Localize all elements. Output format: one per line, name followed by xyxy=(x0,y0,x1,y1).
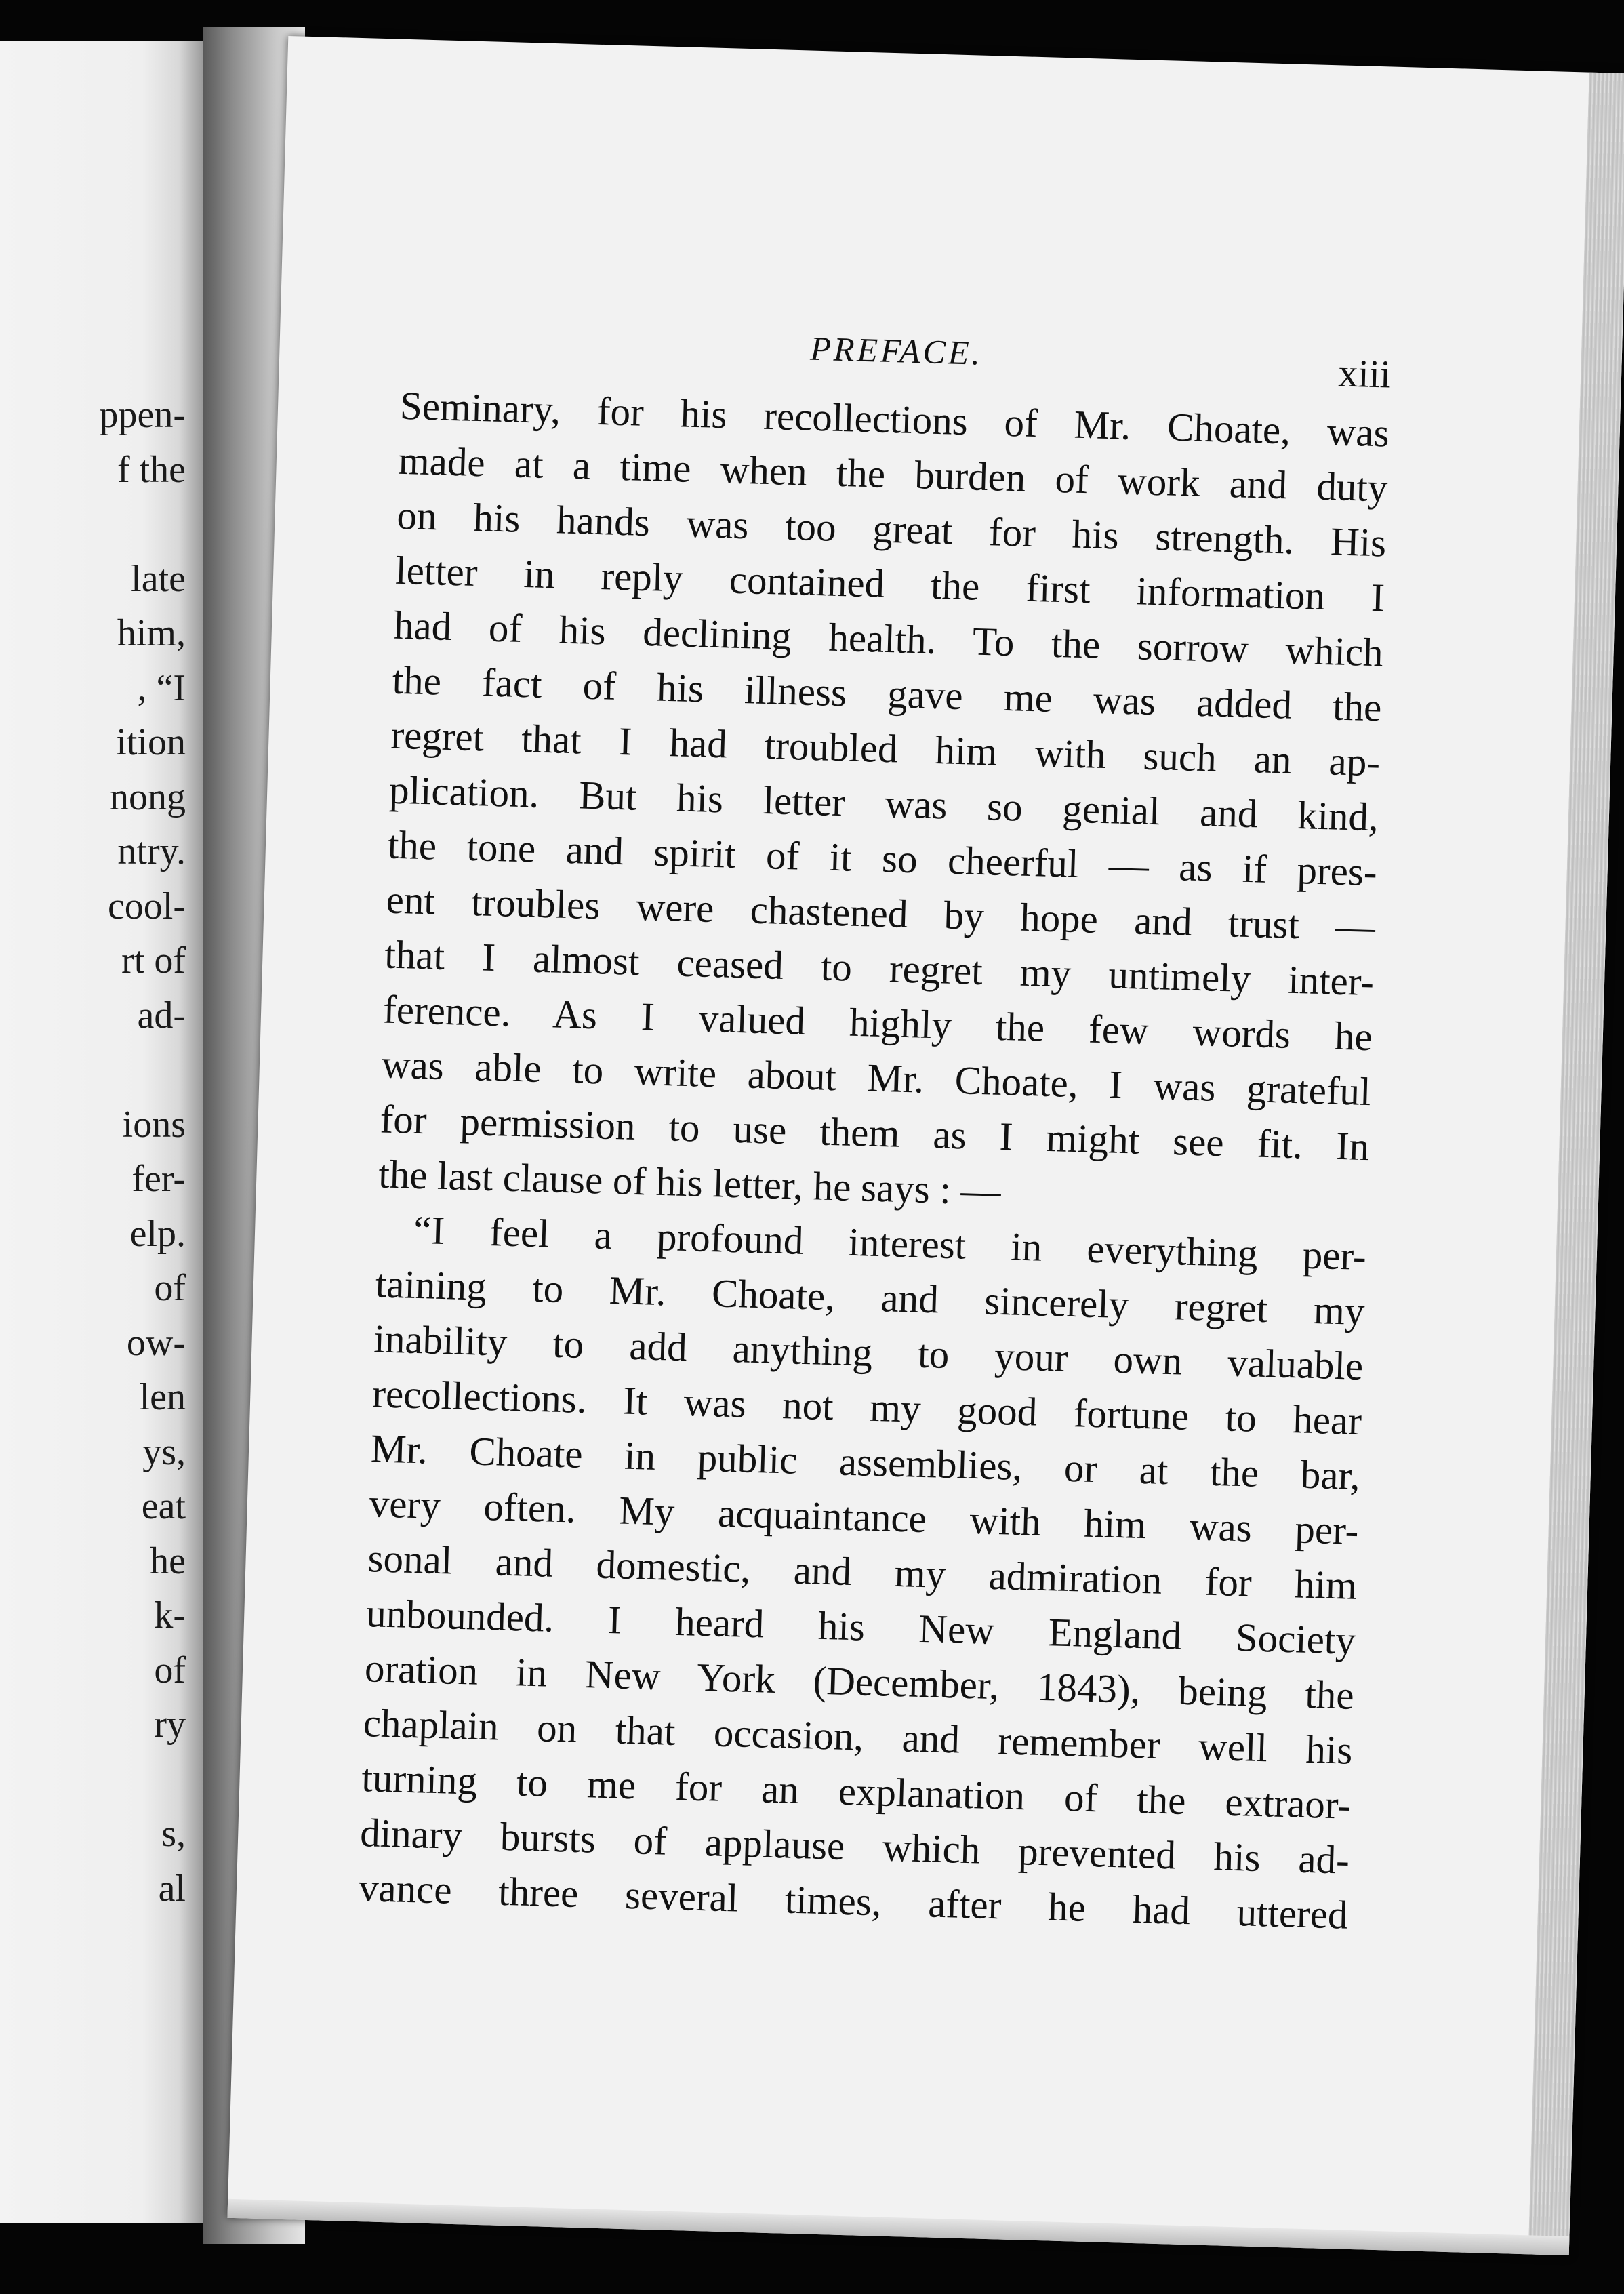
left-page-line: al xyxy=(158,1867,186,1910)
left-page-line: fer- xyxy=(131,1158,186,1200)
left-page-line: , “I xyxy=(137,666,186,709)
left-page-line: nong xyxy=(110,776,186,818)
text-line: dinary bursts of applause which prevented his ad- xyxy=(359,1809,1350,1883)
main-page xyxy=(227,36,1624,2255)
left-page-line: late xyxy=(131,557,186,600)
text-line: regret that I had troubled him with such an ap- xyxy=(390,712,1381,785)
left-page-line: s, xyxy=(161,1813,186,1855)
left-page-line: ppen- xyxy=(99,394,186,436)
text-line: the tone and spirit of it so cheerful — as if pres- xyxy=(387,822,1378,895)
text-line: was able to write about Mr. Choate, I was grateful xyxy=(381,1041,1372,1114)
text-line: inability to add anything to your own valuable xyxy=(373,1316,1364,1389)
left-page-line: ow- xyxy=(126,1321,186,1364)
left-page-line: ition xyxy=(116,721,186,763)
text-line: sonal and domestic, and my admiration for him xyxy=(367,1535,1358,1608)
text-line: ference. As I valued highly the few words he xyxy=(382,986,1373,1060)
left-page-line: of xyxy=(154,1267,186,1309)
left-page-line: k- xyxy=(154,1594,186,1636)
text-line: letter in reply contained the first information I xyxy=(394,547,1385,620)
left-page-line: f the xyxy=(117,448,186,491)
left-page-line: eat xyxy=(141,1485,186,1527)
text-line: taining to Mr. Choate, and sincerely regret my xyxy=(375,1261,1366,1334)
text-line: chaplain on that occasion, and remember well his xyxy=(362,1700,1354,1773)
text-line: recollections. It was not my good fortune to hear xyxy=(371,1371,1362,1443)
text-line: Seminary, for his recollections of Mr. Choate, was xyxy=(399,382,1390,456)
text-line: for permission to use them as I might see fit. In xyxy=(379,1096,1371,1169)
text-line: Mr. Choate in public assemblies, or at the bar, xyxy=(370,1426,1361,1498)
text-line: ent troubles were chastened by hope and trust — xyxy=(385,877,1377,950)
left-facing-page xyxy=(0,41,203,2223)
left-page-line: of xyxy=(154,1649,186,1691)
page-edge xyxy=(1528,73,1624,2255)
left-page-line: cool- xyxy=(107,885,186,927)
text-line: plication. But his letter was so genial and kind, xyxy=(388,767,1379,840)
left-page-line: ad- xyxy=(137,994,186,1037)
text-line: that I almost ceased to regret my untimely inter- xyxy=(384,931,1375,1005)
text-line: oration in New York (December, 1843), being the xyxy=(364,1645,1355,1718)
left-page-line: len xyxy=(139,1376,186,1418)
left-page-line: rt of xyxy=(121,940,186,982)
left-page-line: him, xyxy=(117,612,186,654)
page-number: xiii xyxy=(1337,350,1392,397)
text-line: “I feel a profound interest in everything per- xyxy=(413,1207,1367,1279)
text-line: on his hands was too great for his strength. His xyxy=(396,492,1387,565)
left-page-line: elp. xyxy=(129,1212,186,1255)
text-line: very often. My acquaintance with him was per- xyxy=(369,1481,1360,1553)
left-page-line: ry xyxy=(154,1704,186,1746)
text-line: unbounded. I heard his New England Society xyxy=(365,1590,1356,1663)
page-bottom-edge xyxy=(227,2199,1569,2255)
text-line: the last clause of his letter, he says : — xyxy=(378,1151,1002,1213)
left-page-line: he xyxy=(150,1540,186,1582)
left-page-line: ntry. xyxy=(117,830,186,872)
text-line: made at a time when the burden of work and duty xyxy=(398,437,1389,510)
text-line: had of his declining health. To the sorrow which xyxy=(393,602,1384,675)
text-line: the fact of his illness gave me was added the xyxy=(391,657,1383,730)
body-text xyxy=(358,378,1390,1943)
text-line: vance three several times, after he had uttered xyxy=(358,1864,1349,1937)
text-line: turning to me for an explanation of the extraor- xyxy=(361,1755,1352,1828)
left-page-line: ys, xyxy=(142,1430,186,1473)
left-page-line: ions xyxy=(122,1103,186,1146)
running-head: PREFACE. xyxy=(809,329,983,372)
